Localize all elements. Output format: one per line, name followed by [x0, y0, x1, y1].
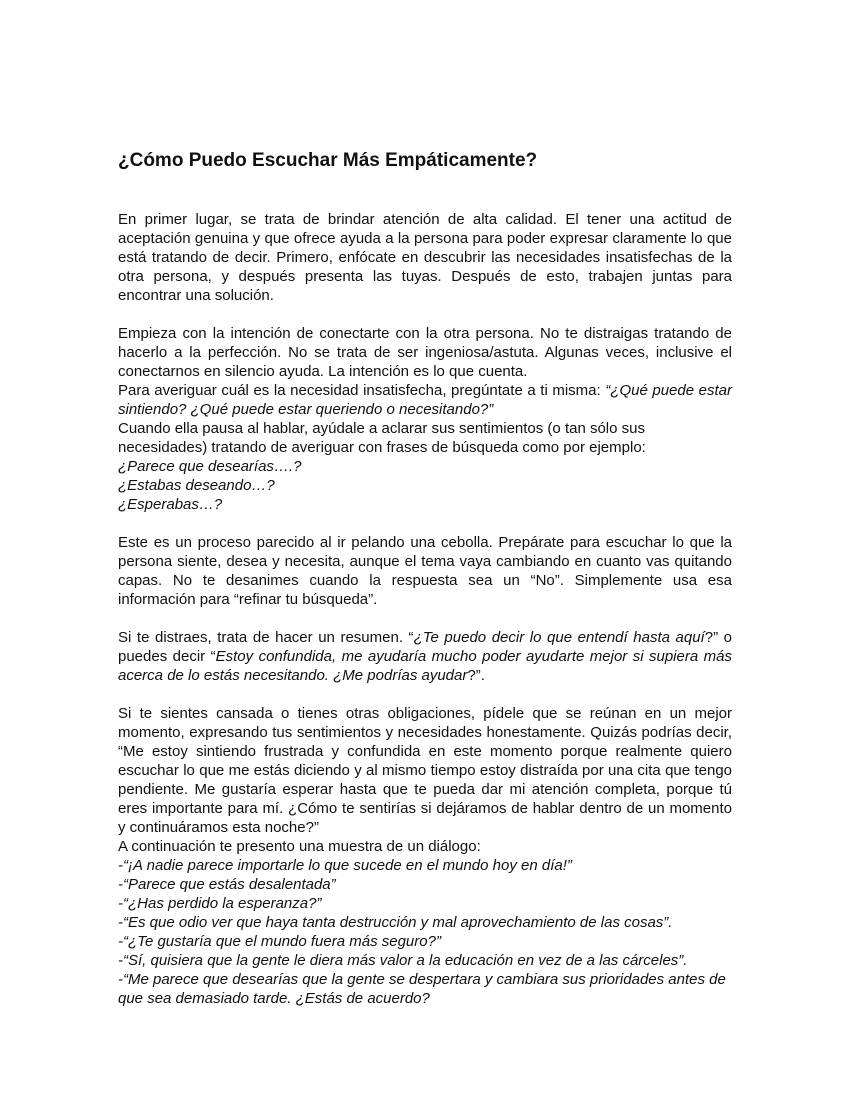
summary-quote-2: Estoy confundida, me ayudaría mucho poder ayudarte mejor si supiera más acerca de lo estás necesitando. ¿Me podrías ayudar [118, 648, 732, 684]
paragraph-intention: Empieza con la intención de conectarte con la otra persona. No te distraigas tratando de hacerlo a la perfección. No se trata de ser ingeniosa/astuta. Algunas veces, inclusive el conectarnos en silencio ayuda. La intención es lo que cuenta. [118, 325, 732, 380]
question-quote: “¿Qué puede estar sintiendo? ¿Qué puede estar queriendo o necesitando?” [118, 382, 733, 418]
dialogue-line: -“Sí, quisiera que la gente le diera más valor a la educación en vez de a las cárceles”. [118, 952, 688, 969]
question-lead: Para averiguar cuál es la necesidad insatisfecha, pregúntate a ti misma: [118, 382, 606, 399]
summary-quote-1: ¿Te puedo decir lo que entendí hasta aquí [413, 629, 705, 646]
dialogue-line: -“¿Te gustaría que el mundo fuera más seguro?” [118, 933, 441, 950]
dialogue-line: -“¿Has perdido la esperanza?” [118, 895, 322, 912]
paragraph-summary [118, 628, 732, 685]
paragraph-onion: Este es un proceso parecido al ir pelando una cebolla. Prepárate para escuchar lo que la persona siente, desea y necesita, aunque el tema vaya cambiando en cuanto vas quitando capas. No te desanimes cuando la respuesta sea un “No”. Simplemente usa esa información para “refinar tu búsqueda”. [118, 534, 732, 608]
example-phrase: ¿Esperabas…? [118, 496, 223, 513]
dialogue-line: -“¡A nadie parece importarle lo que sucede en el mundo hoy en día!” [118, 857, 572, 874]
dialogue-line: -“Me parece que desearías que la gente se despertara y cambiara sus prioridades antes de que sea demasiado tarde. ¿Estás de acuerdo? [118, 971, 726, 1007]
summary-text: Si te distraes, trata de hacer un resumen. “ [118, 629, 414, 646]
dialogue-list [118, 856, 732, 1008]
paragraph-tired: Si te sientes cansada o tienes otras obligaciones, pídele que se reúnan en un mejor momento, expresando tus sentimientos y necesidades honestamente. Quizás podrías decir, “Me estoy sintiendo frustrada y confundida en este momento porque realmente quiero escuchar lo que me estás diciendo y al mismo tiempo estoy distraída por una cita que tengo pendiente. Me gustaría esperar hasta que te pueda dar mi atención completa, porque tú eres importante para mí. ¿Cómo te sentirías si dejáramos de hablar dentro de un momento y continuáramos esta noche?” [118, 705, 732, 836]
dialogue-intro: A continuación te presento una muestra de un diálogo: [118, 838, 481, 855]
example-phrases [118, 457, 732, 514]
example-phrase: ¿Parece que desearías….? [118, 458, 302, 475]
paragraph-question [118, 381, 732, 419]
dialogue-line: -“Es que odio ver que haya tanta destrucción y mal aprovechamiento de las cosas”. [118, 914, 673, 931]
dialogue-line: -“Parece que estás desalentada” [118, 876, 336, 893]
summary-text: ?”. [467, 667, 485, 684]
pause-line-1: Cuando ella pausa al hablar, ayúdale a aclarar sus sentimientos (o tan sólo sus [118, 420, 645, 437]
example-phrase: ¿Estabas deseando…? [118, 477, 275, 494]
paragraph-pause [118, 419, 732, 457]
summary-text: ?” o puedes decir “ [118, 629, 732, 665]
paragraph-intro: En primer lugar, se trata de brindar atención de alta calidad. El tener una actitud de aceptación genuina y que ofrece ayuda a la persona para poder expresar claramente lo que está tratando de decir. Primero, enfócate en descubrir las necesidades insatisfechas de la otra persona, y después presenta las tuyas. Después de esto, trabajen juntas para encontrar una solución. [118, 211, 732, 304]
pause-line-2: necesidades) tratando de averiguar con frases de búsqueda como por ejemplo: [118, 439, 646, 456]
document-page [118, 148, 732, 1008]
page-title: ¿Cómo Puedo Escuchar Más Empáticamente? [118, 150, 538, 171]
